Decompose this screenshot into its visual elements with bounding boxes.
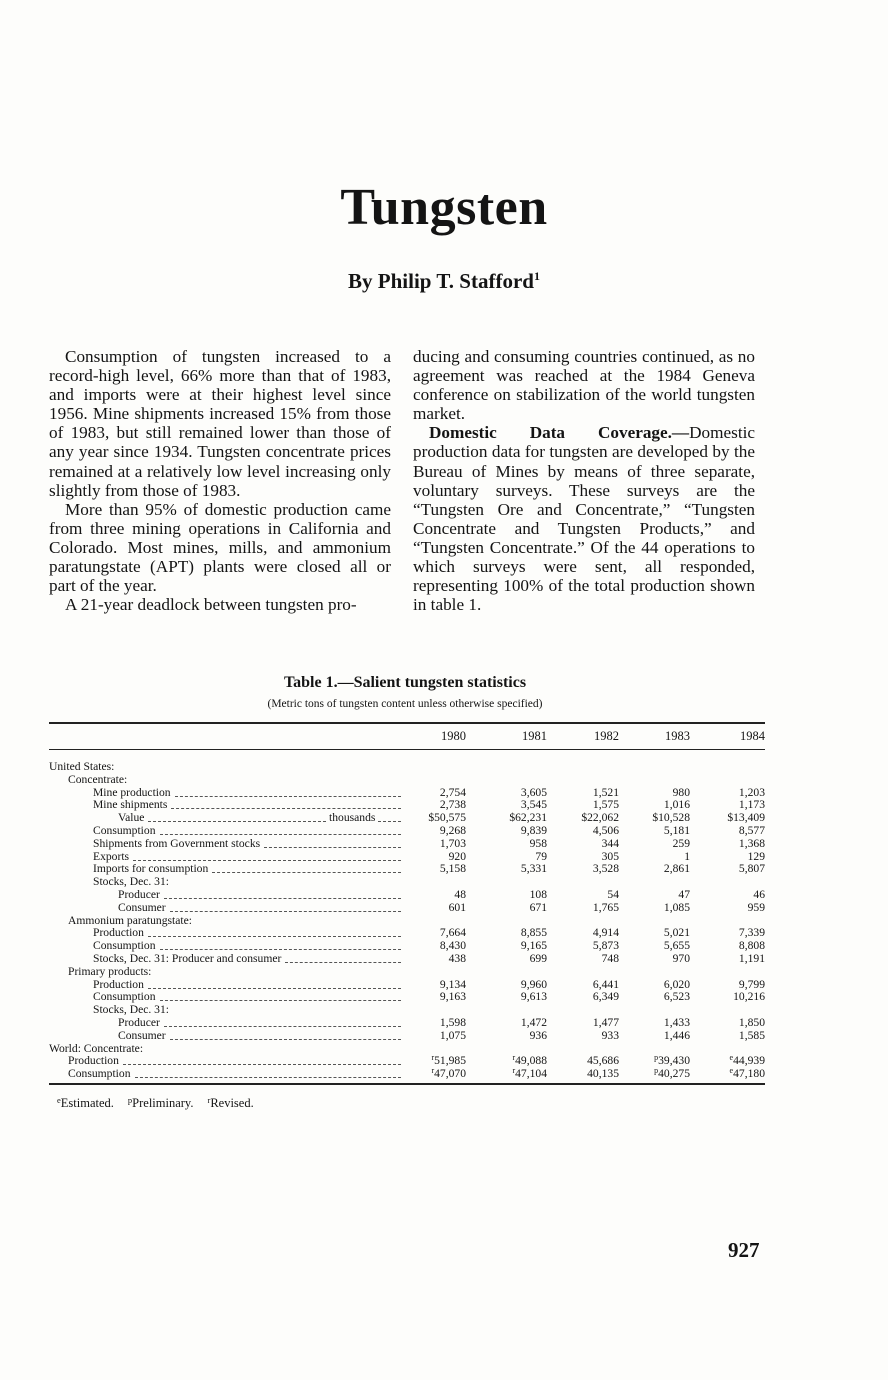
paragraph-3-continuation: ducing and consuming countries continued, as no agreement was reached at the 1984 Geneva conference on stabilization of the world tungsten market. [413, 347, 755, 424]
table-cell: 45,686 [587, 1054, 619, 1068]
table-cell: 1,446 [663, 1028, 690, 1042]
dot-leader [148, 988, 401, 990]
dot-leader [133, 860, 401, 862]
dot-leader [135, 1077, 401, 1079]
table-cell: 46 [753, 888, 765, 901]
table-cell: $62,231 [509, 811, 547, 825]
table-cell: 6,523 [663, 990, 690, 1004]
table-row [0, 889, 888, 902]
footnote-mark: r [512, 1053, 516, 1063]
table-cell: 47 [678, 888, 690, 901]
table-row [0, 1030, 888, 1043]
dot-leader [160, 834, 401, 836]
table-cell: 2,861 [663, 862, 690, 876]
table-cell: 1,191 [738, 952, 765, 965]
table-cell: 1,472 [520, 1016, 547, 1029]
row-label: United States: [49, 760, 115, 773]
table-cell: 7,664 [439, 926, 466, 940]
table-cell: 54 [607, 888, 619, 901]
row-label: Production [93, 977, 144, 991]
left-column [49, 347, 391, 614]
table-row [0, 966, 888, 979]
column-header-0: 1980 [441, 729, 466, 743]
page-number: 927 [728, 1238, 760, 1262]
table-cell: 7,339 [738, 926, 765, 940]
footnote-symbol: e [57, 1095, 61, 1105]
table-cell: $13,409 [727, 811, 765, 825]
table-cell: 1 [684, 849, 690, 863]
table-cell: 9,163 [439, 990, 466, 1004]
table-row [0, 902, 888, 915]
table-cell: 671 [529, 900, 547, 914]
row-label: Ammonium paratungstate: [68, 913, 192, 927]
dot-leader [378, 821, 401, 823]
footnote-mark: p [654, 1066, 659, 1076]
table-bottom-rule [49, 1083, 765, 1085]
row-label: Mine production [93, 785, 171, 799]
footnote-text: Estimated. [60, 1096, 114, 1110]
table-cell: 259 [672, 836, 690, 850]
footnote-symbol: p [127, 1095, 133, 1105]
row-label: Concentrate: [68, 772, 128, 786]
paragraph-3: A 21-year deadlock between tungsten pro- [65, 595, 357, 615]
table-cell: 1,368 [738, 836, 765, 850]
table-cell: 1,433 [663, 1016, 690, 1029]
table-cell: 748 [601, 952, 619, 965]
table-cell: 3,605 [520, 785, 547, 799]
row-label: Producer [118, 888, 160, 901]
table-cell: 5,021 [663, 926, 690, 940]
table-cell: 8,855 [520, 926, 547, 940]
row-label: Consumption [93, 939, 156, 953]
table-cell [386, 1068, 466, 1081]
row-label: World: Concentrate: [49, 1041, 144, 1055]
table-cell [610, 1068, 690, 1081]
table-cell: 5,331 [520, 862, 547, 876]
table-cell: 2,754 [439, 785, 466, 799]
table-row [0, 761, 888, 774]
column-header-2: 1982 [594, 729, 619, 743]
footnote-mark: r [431, 1053, 435, 1063]
table-row [0, 1017, 888, 1030]
row-label: Value [118, 811, 145, 825]
table-cell: 933 [601, 1028, 619, 1042]
row-label: Primary products: [68, 964, 152, 978]
dot-leader [285, 962, 401, 964]
table-cell: 2,738 [439, 798, 466, 812]
cell-value: 44,939 [733, 1054, 765, 1068]
column-header-1: 1981 [522, 729, 547, 743]
table-row [0, 838, 888, 851]
row-label: Shipments from Government stocks [93, 836, 261, 850]
footnote-item [128, 1096, 194, 1110]
dot-leader [175, 796, 401, 798]
table-row [0, 953, 888, 966]
row-label: Consumption [93, 990, 156, 1004]
table-cell: 4,914 [592, 926, 619, 940]
row-label: Imports for consumption [93, 862, 209, 876]
table-cell: 5,655 [663, 939, 690, 953]
table-cell: 8,577 [738, 824, 765, 837]
footnote-item [207, 1096, 253, 1110]
row-label: Stocks, Dec. 31: Producer and consumer [93, 952, 282, 965]
table-cell: 9,799 [738, 977, 765, 991]
table-subtitle: (Metric tons of tungsten content unless otherwise specified) [267, 698, 543, 710]
row-label: Mine shipments [93, 798, 168, 812]
table-cell: 1,703 [439, 836, 466, 850]
table-cell: 6,441 [592, 977, 619, 991]
table-row [0, 1068, 888, 1081]
table-cell: $10,528 [652, 811, 690, 825]
table-cell: 9,613 [520, 990, 547, 1004]
dot-leader [170, 911, 401, 913]
dot-leader [164, 898, 401, 900]
table-cell: 1,477 [592, 1016, 619, 1029]
row-label: Stocks, Dec. 31: [93, 1003, 169, 1017]
table-cell: 1,598 [439, 1016, 466, 1029]
paragraph-2: More than 95% of domestic production came from three mining operations in California and Colorado. Most mines, mills, and ammonium paratungstate (APT) plants were closed all or part of the year. [49, 499, 391, 596]
table-cell: 10,216 [733, 990, 765, 1004]
table-cell: 305 [601, 849, 619, 863]
table-cell: 1,075 [439, 1028, 466, 1042]
dot-leader [123, 1064, 401, 1066]
table-cell: 5,158 [439, 862, 466, 876]
table-cell: 1,521 [592, 785, 619, 799]
paragraph-1: Consumption of tungsten increased to a record-high level, 66% more than that of 1983, and imports were at their highest level since 1956. Mine shipments increased 15% from those of 1983, but still remained lower than those of any year since 1934. Tungsten concentrate prices remained at a relatively low level increasing only slightly from those of 1983. [49, 347, 391, 500]
table-cell: 958 [529, 836, 547, 850]
footnote-mark: r [512, 1066, 516, 1076]
right-column [413, 347, 755, 614]
footnote-mark: p [654, 1053, 659, 1063]
table-cell: 959 [747, 900, 765, 914]
footnote-item [57, 1096, 114, 1110]
dot-leader [170, 1039, 401, 1041]
table-cell: 40,135 [587, 1067, 619, 1081]
table-cell: 1,765 [592, 900, 619, 914]
table-cell: 1,585 [738, 1028, 765, 1042]
dot-leader [148, 936, 401, 938]
dot-leader [264, 847, 401, 849]
table-top-rule [49, 722, 765, 724]
article-title: Tungsten [340, 179, 548, 236]
table-cell [685, 1068, 765, 1081]
table-cell: 980 [672, 785, 690, 799]
row-label: Production [68, 1054, 119, 1068]
table-cell: 9,165 [520, 939, 547, 953]
table-row [0, 825, 888, 838]
cell-value: 47,180 [733, 1067, 765, 1081]
table-cell: 1,850 [738, 1016, 765, 1029]
table-cell: 108 [529, 888, 547, 901]
table-cell: 8,808 [738, 939, 765, 953]
table-cell: 3,528 [592, 862, 619, 876]
footnote-mark: e [729, 1066, 734, 1076]
table-cell: 9,960 [520, 977, 547, 991]
column-header-4: 1984 [740, 729, 765, 743]
table-cell: 3,545 [520, 798, 547, 812]
table-cell: 936 [529, 1028, 547, 1042]
cell-value: 47,104 [515, 1067, 547, 1081]
section-run-in-heading: Domestic Data Coverage.— [429, 423, 690, 443]
row-label: Production [93, 926, 144, 940]
table-cell: 601 [448, 900, 466, 914]
row-label: Producer [118, 1016, 160, 1029]
cell-value: 40,275 [658, 1067, 690, 1081]
table-cell: 5,807 [738, 862, 765, 876]
table-cell: 1,016 [663, 798, 690, 812]
paragraph-4 [413, 423, 755, 614]
article-byline [0, 262, 888, 295]
table-cell [467, 1068, 547, 1081]
table-cell: 699 [529, 952, 547, 965]
table-cell: 4,506 [592, 824, 619, 837]
table-cell: 6,020 [663, 977, 690, 991]
table-cell: $50,575 [428, 811, 466, 825]
table-cell: 438 [448, 952, 466, 965]
table-cell: 9,134 [439, 977, 466, 991]
table-header-rule [49, 749, 765, 750]
row-unit-label: thousands [329, 811, 376, 825]
footnote-mark: r [431, 1066, 435, 1076]
author-name: By Philip T. Stafford [348, 269, 534, 293]
table-cell: 9,839 [520, 824, 547, 837]
cell-value: 47,070 [434, 1067, 466, 1081]
table-cell: 48 [454, 888, 466, 901]
dot-leader [171, 808, 401, 810]
row-label: Stocks, Dec. 31: [93, 875, 169, 889]
table-cell: 1,173 [738, 798, 765, 812]
paragraph-4-text: Domestic production data for tungsten are developed by the Bureau of Mines by means of three separate, voluntary surveys. These surveys are the “Tungsten Ore and Concentrate,” “Tungsten Concentrate and Tungsten Products,” and “Tungsten Concentrate.” Of the 44 operations to which surveys were sent, all responded, representing 100% of the total production shown in table 1. [413, 423, 755, 615]
table-cell: 344 [601, 836, 619, 850]
footnote-text: Preliminary. [132, 1096, 194, 1110]
table-cell: 1,575 [592, 798, 619, 812]
footnote-text: Revised. [210, 1096, 254, 1110]
row-label: Consumption [93, 824, 156, 837]
cell-value: 51,985 [434, 1054, 466, 1068]
table-cell: 970 [672, 952, 690, 965]
dot-leader [212, 872, 401, 874]
table-cell: 79 [535, 849, 547, 863]
dot-leader [164, 1026, 401, 1028]
table-cell: 6,349 [592, 990, 619, 1004]
table-cell: 1,085 [663, 900, 690, 914]
dot-leader [160, 1000, 401, 1002]
cell-value: 39,430 [658, 1054, 690, 1068]
table-cell: 920 [448, 849, 466, 863]
table-title: Table 1.—Salient tungsten statistics [283, 674, 527, 691]
footnote-mark: e [729, 1053, 734, 1063]
dot-leader [160, 949, 401, 951]
table-row [0, 774, 888, 787]
row-label: Consumer [118, 900, 166, 914]
column-header-3: 1983 [665, 729, 690, 743]
table-cell: $22,062 [581, 811, 619, 825]
table-cell: 1,203 [738, 785, 765, 799]
cell-value: 49,088 [515, 1054, 547, 1068]
table-cell: 129 [747, 849, 765, 863]
table-cell: 5,873 [592, 939, 619, 953]
table-cell: 9,268 [439, 824, 466, 837]
row-label: Exports [93, 849, 130, 863]
table-footnotes [57, 1096, 254, 1110]
table-cell: 8,430 [439, 939, 466, 953]
footnote-symbol: r [207, 1095, 211, 1105]
byline-footnote-mark: 1 [533, 269, 540, 283]
dot-leader [148, 821, 326, 823]
row-label: Consumer [118, 1028, 166, 1042]
row-label: Consumption [68, 1067, 131, 1081]
table-cell: 5,181 [663, 824, 690, 837]
